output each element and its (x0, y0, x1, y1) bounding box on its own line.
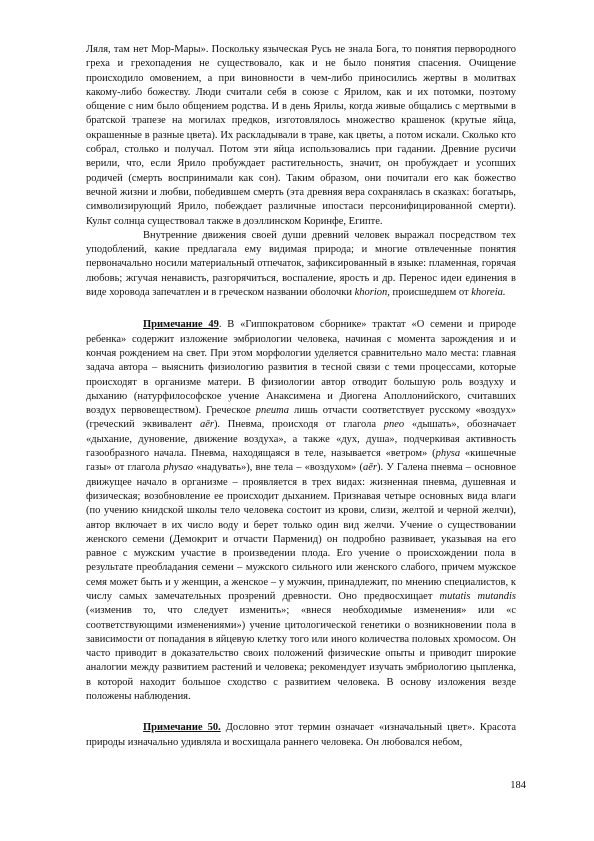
italic-term: khoreia. (471, 287, 506, 299)
italic-term: physa (435, 448, 461, 460)
text-run: «дышать», обозначает «дыхание, дуновение, движение воздуха», а также «дух, душа», подчеркивая активность газообразного начала. Пневма, находящаяся в теле, называется «ветром» ( (86, 419, 516, 460)
text-run: «надувать»), вне тела – «воздухом» ( (193, 462, 364, 474)
text-run: Внутренние движения своей души древний человек выражал посредством тех уподоблений, какие предлагала ему видимая природа; и многие отвлеченные понятия первоначально носили материальный отпечаток, зафиксированный в языке: пламенная, горячая любовь; жгучая ненависть, разгорячиться, воспаление, ярость и др. Перенос идеи единения в виде хоровода запечатлен и в греческом названии оболочки (86, 229, 516, 299)
paragraph (86, 721, 516, 750)
note-heading: Примечание 50. (143, 722, 221, 734)
italic-term: aēr (363, 462, 378, 474)
text-run: «кишечные газы» от глагола (86, 448, 517, 474)
text-run: . В «Гиппократовом сборнике» трактат «О семени и природе ребенка» содержит изложение эмбриологии человека, начиная с момента зарождения и и кончая рождением на свет. При этом морфологии уделяется сравнительно мало места: главная задача автора – выяснить физиологию развития в тесной связи с теми процессами, которые происходят в организме матери. В физиологии автор отводит большую роль воздуху и дыханию (натурфилософское учение Анаксимена и Диогена Аполлонийского, считавших воздух первовеществом). Греческое (86, 319, 516, 417)
text-run: ). Пневма, происходя от глагола (213, 419, 384, 431)
italic-term: mutatis mutandis (439, 590, 516, 602)
paragraph (86, 318, 516, 704)
note-heading: Примечание 49 (143, 319, 219, 331)
paragraph (86, 229, 516, 300)
text-run: Ляля, там нет Мор-Мары». Поскольку языческая Русь не знала Бога, то понятия первородного греха и грехопадения не существовало, как и не было понятия спасения. Очищение происходило омовением, а при виновности в чем-либо приносились жертвы в молитвах какому-либо божеству. Люди считали себя в союзе с Ярилом, как и их потомки, поэтому общение с ним было общением родства. И в день Ярилы, когда живые общались с мертвыми в братской трапезе на могилах предков, изготовлялось множество крашенок (крутые яйца, окрашенные в разные цвета). Их раскладывали в траве, как цветы, а потом искали. Сколько кто собрал, столько и получал. Потом эти яйца использовались при гадании. Древние русичи верили, что, если Ярило пробуждает растительность, значит, он пробуждает и усопших родичей (смерть воспринимали как сон). Таким образом, они почитали его как божество вечной жизни и любви, победившем смерть (эта древняя вера сохранялась в сказках: богатырь, символизирующий Ярило, побеждает различные ипостаси персонифицированной смерти). Культ солнца существовал также в доэллинском Коринфе, Египте. (86, 44, 516, 227)
text-run: , происшедшем от (387, 287, 472, 299)
italic-term: pneo (383, 419, 405, 431)
text-run: («изменив то, что следует изменить»; «внеся необходимые изменения» или «с соответствующими изменениями») учение цитологической генетики о возникновении пола в зависимости от попадания в яйцевую клетку того или иного количества половых хромосом. Он часто приводит в доказательство своих положений физические опыты и приводит широкие аналогии между развитием растений и человека; рекомендует изучать эмбриологию цыпленка, в которой находит большое сходство с развитием человека. В основу изложения везде положены наблюдения. (86, 605, 516, 703)
italic-term: physao (163, 462, 194, 474)
italic-term: aēr (199, 419, 214, 431)
page-body (86, 43, 516, 750)
italic-term: khorion (354, 287, 388, 299)
page-number: 184 (510, 780, 526, 791)
text-run: Дословно этот термин означает «изначальный цвет». Красота природы изначально удивляла и восхищала раннего человека. Он любовался небом, (86, 722, 516, 748)
text-run: ). У Галена пневма – основное движущее начало в организме – проявляется в трех видах: жизненная пневма, душевная и физическая; возобновление ее происходит дыханием. Признавая четыре основных вида влаги (по учению книдской школы тело человека состоит из крови, слизи, желтой и черной желчи), автор включает в их число воду и берет только один вид желчи. Учение о существовании женского семени (Демокрит и отчасти Парменид) он подробно развивает, указывая на его равное с мужским участие в произведении плода. Его учение о происхождении пола в результате преобладания семени – мужского сильного или женского слабого, причем мужское семя может быть и у женщин, а женское – у мужчин, принадлежит, по мнению специалистов, к числу самых замечательных прозрений древности. Оно предвосхищает (86, 462, 516, 602)
italic-term: pneuma (255, 405, 289, 417)
paragraph (86, 43, 516, 229)
text-run: лишь отчасти соответствует русскому «воздух» (греческий эквивалент (86, 405, 516, 431)
